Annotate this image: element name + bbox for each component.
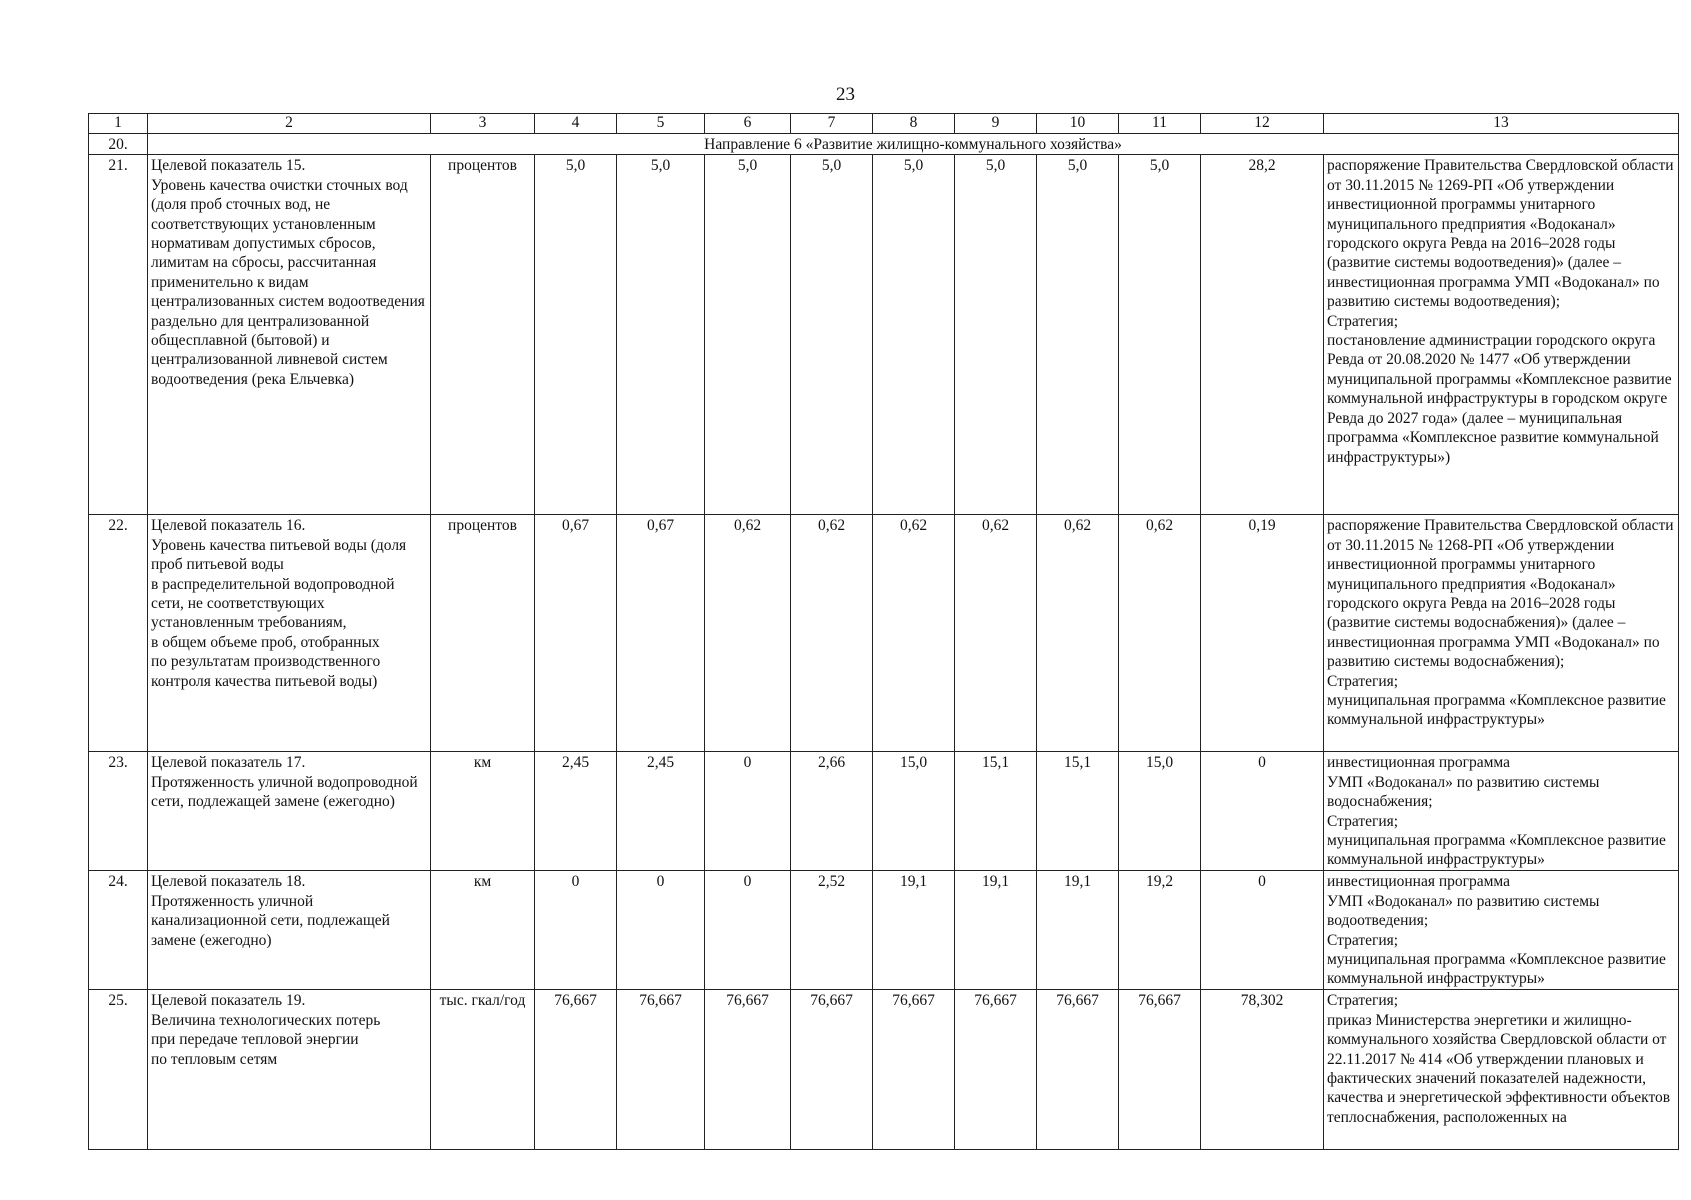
value-cell: 5,0 [1119,155,1201,515]
value-cell: 0,62 [705,515,791,752]
value-cell: 5,0 [955,155,1037,515]
value-cell: 76,667 [705,990,791,1150]
value-cell: 0 [705,752,791,871]
section-row [89,134,1679,155]
value-cell: 0,62 [955,515,1037,752]
value-cell: 0,62 [1037,515,1119,752]
value-cell: 5,0 [535,155,617,515]
value-cell: 2,66 [791,752,873,871]
row-number: 22. [89,515,148,752]
indicator-name: Целевой показатель 15. Уровень качества очистки сточных вод (доля проб сточных вод, не соответствующих установленным нормативам допустимых сбросов, лимитам на сбросы, рассчитанная применительно к видам централизованных систем водоотведения раздельно для централизованной общесплавной (бытовой) и централизованной ливневой систем водоотведения (река Ельчевка) [148,155,431,515]
header-cell: 1 [89,114,148,134]
header-cell: 12 [1201,114,1324,134]
unit-cell: процентов [431,515,535,752]
value-cell: 0,19 [1201,515,1324,752]
indicator-name: Целевой показатель 16. Уровень качества питьевой воды (доля проб питьевой воды в распределительной водопроводной сети, не соответствующих установленным требованиям, в общем объеме проб, отобранных по результатам производственного контроля качества питьевой воды) [148,515,431,752]
table-row [89,515,1679,752]
header-cell: 13 [1324,114,1679,134]
value-cell: 76,667 [791,990,873,1150]
unit-cell: км [431,871,535,990]
value-cell: 15,1 [1037,752,1119,871]
value-cell: 78,302 [1201,990,1324,1150]
value-cell: 15,0 [873,752,955,871]
value-cell: 15,1 [955,752,1037,871]
header-cell: 3 [431,114,535,134]
value-cell: 0 [535,871,617,990]
source-document: Стратегия; приказ Министерства энергетики и жилищно-коммунального хозяйства Свердловской области от 22.11.2017 № 414 «Об утверждении плановых и фактических значений показателей надежности, качества и энергетической эффективности объектов теплоснабжения, расположенных на [1324,990,1679,1150]
value-cell: 19,1 [873,871,955,990]
header-cell: 2 [148,114,431,134]
value-cell: 5,0 [873,155,955,515]
value-cell: 0 [705,871,791,990]
value-cell: 2,45 [535,752,617,871]
value-cell: 2,52 [791,871,873,990]
value-cell: 0 [1201,871,1324,990]
table-row [89,990,1679,1150]
header-cell: 10 [1037,114,1119,134]
value-cell: 76,667 [535,990,617,1150]
value-cell: 0,62 [1119,515,1201,752]
header-cell: 8 [873,114,955,134]
value-cell: 19,2 [1119,871,1201,990]
value-cell: 76,667 [955,990,1037,1150]
row-number: 24. [89,871,148,990]
header-cell: 11 [1119,114,1201,134]
value-cell: 19,1 [1037,871,1119,990]
source-document: инвестиционная программа УМП «Водоканал» по развитию системы водоотведения; Стратегия; муниципальная программа «Комплексное развитие коммунальной инфраструктуры» [1324,871,1679,990]
value-cell: 5,0 [705,155,791,515]
value-cell: 76,667 [873,990,955,1150]
unit-cell: тыс. гкал/год [431,990,535,1150]
value-cell: 0 [617,871,705,990]
value-cell: 19,1 [955,871,1037,990]
value-cell: 76,667 [1119,990,1201,1150]
value-cell: 2,45 [617,752,705,871]
value-cell: 15,0 [1119,752,1201,871]
source-document: распоряжение Правительства Свердловской области от 30.11.2015 № 1269-РП «Об утверждении инвестиционной программы унитарного муниципального предприятия «Водоканал» городского округа Ревда на 2016–2028 годы (развитие системы водоотведения)» (далее – инвестиционная программа УМП «Водоканал» по развитию системы водоотведения); Стратегия; постановление администрации городского округа Ревда от 20.08.2020 № 1477 «Об утверждении муниципальной программы «Комплексное развитие коммунальной инфраструктуры в городском округе Ревда до 2027 года» (далее – муниципальная программа «Комплексное развитие коммунальной инфраструктуры») [1324,155,1679,515]
table-row [89,155,1679,515]
indicator-name: Целевой показатель 19. Величина технологических потерь при передаче тепловой энергии по тепловым сетям [148,990,431,1150]
header-cell: 4 [535,114,617,134]
table-row [89,752,1679,871]
row-number: 25. [89,990,148,1150]
value-cell: 76,667 [617,990,705,1150]
section-title: Направление 6 «Развитие жилищно-коммунального хозяйства» [148,134,1679,155]
value-cell: 28,2 [1201,155,1324,515]
value-cell: 0,62 [791,515,873,752]
unit-cell: процентов [431,155,535,515]
indicator-name: Целевой показатель 18. Протяженность уличной канализационной сети, подлежащей замене (ежегодно) [148,871,431,990]
value-cell: 0,62 [873,515,955,752]
value-cell: 5,0 [617,155,705,515]
header-cell: 9 [955,114,1037,134]
row-number: 21. [89,155,148,515]
indicator-name: Целевой показатель 17. Протяженность уличной водопроводной сети, подлежащей замене (ежегодно) [148,752,431,871]
header-cell: 5 [617,114,705,134]
value-cell: 0,67 [535,515,617,752]
header-cell: 7 [791,114,873,134]
unit-cell: км [431,752,535,871]
row-number: 23. [89,752,148,871]
row-number: 20. [89,134,148,155]
indicators-table [88,113,1679,1150]
table-row [89,871,1679,990]
value-cell: 0,67 [617,515,705,752]
source-document: инвестиционная программа УМП «Водоканал» по развитию системы водоснабжения; Стратегия; муниципальная программа «Комплексное развитие коммунальной инфраструктуры» [1324,752,1679,871]
value-cell: 76,667 [1037,990,1119,1150]
value-cell: 0 [1201,752,1324,871]
value-cell: 5,0 [1037,155,1119,515]
header-cell: 6 [705,114,791,134]
source-document: распоряжение Правительства Свердловской области от 30.11.2015 № 1268-РП «Об утверждении инвестиционной программы унитарного муниципального предприятия «Водоканал» городского округа Ревда на 2016–2028 годы (развитие системы водоснабжения)» (далее – инвестиционная программа УМП «Водоканал» по развитию системы водоснабжения); Стратегия; муниципальная программа «Комплексное развитие коммунальной инфраструктуры» [1324,515,1679,752]
value-cell: 5,0 [791,155,873,515]
column-number-header [89,114,1679,134]
page-number: 23 [836,84,855,105]
